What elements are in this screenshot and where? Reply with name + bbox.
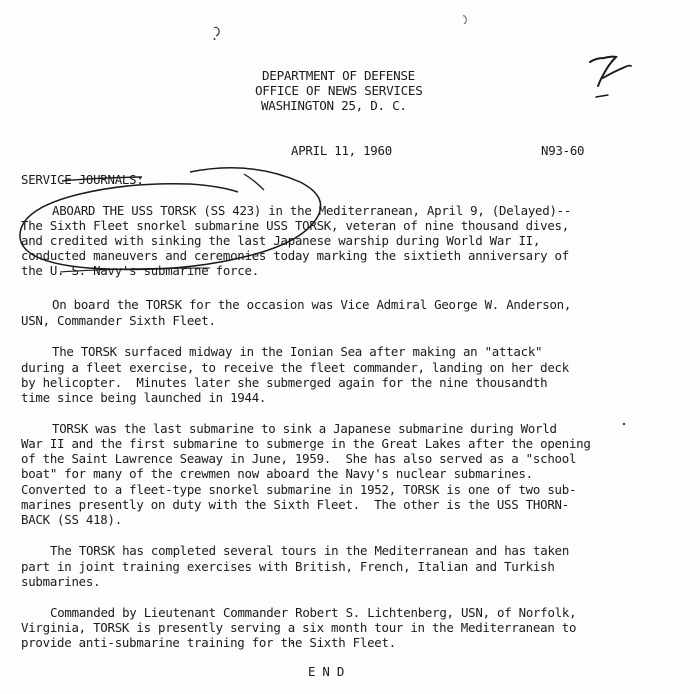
paragraph-1-line-2: The Sixth Fleet snorkel submarine USS TORSK, veteran of nine thousand dives, [21, 218, 569, 233]
release-date: APRIL 11, 1960 [291, 143, 392, 158]
header-department: DEPARTMENT OF DEFENSE [262, 68, 415, 83]
paragraph-6-line-2: Virginia, TORSK is presently serving a six month tour in the Mediterranean to [21, 620, 577, 635]
paragraph-4-line-3: of the Saint Lawrence Seaway in June, 1959. She has also served as a "school [21, 451, 577, 466]
paragraph-2-line-1: On board the TORSK for the occasion was Vice Admiral George W. Anderson, [52, 297, 572, 312]
handwritten-number-seven [590, 57, 631, 97]
distribution-line: SERVICE JOURNALS: [21, 172, 144, 187]
paragraph-4-line-6: marines presently on duty with the Sixth Fleet. The other is the USS THORN- [21, 497, 569, 512]
paragraph-3-line-4: time since being launched in 1944. [21, 390, 267, 405]
header-location: WASHINGTON 25, D. C. [261, 98, 407, 113]
paragraph-4-line-4: boat" for many of the crewmen now aboard the Navy's nuclear submarines. [21, 466, 533, 481]
end-marker: E N D [308, 664, 345, 679]
paragraph-5-line-3: submarines. [21, 574, 101, 589]
paragraph-1-line-1: ABOARD THE USS TORSK (SS 423) in the Mediterranean, April 9, (Delayed)-- [52, 203, 572, 218]
header-office: OFFICE OF NEWS SERVICES [255, 83, 423, 98]
paragraph-4-line-5: Converted to a fleet-type snorkel submarine in 1952, TORSK is one of two sub- [21, 482, 577, 497]
paragraph-4-line-1: TORSK was the last submarine to sink a Japanese submarine during World [52, 421, 557, 436]
paragraph-1-line-4: conducted maneuvers and ceremonies today marking the sixtieth anniversary of [21, 248, 569, 263]
paragraph-1-line-3: and credited with sinking the last Japanese warship during World War II, [21, 233, 541, 248]
paragraph-6-line-3: provide anti-submarine training for the Sixth Fleet. [21, 635, 396, 650]
paragraph-5-line-2: part in joint training exercises with British, French, Italian and Turkish [21, 559, 555, 574]
release-number: N93-60 [541, 143, 585, 158]
paragraph-3-line-1: The TORSK surfaced midway in the Ionian Sea after making an "attack" [52, 344, 543, 359]
paragraph-4-line-2: War II and the first submarine to submerge in the Great Lakes after the opening [21, 436, 591, 451]
paragraph-5-line-1: The TORSK has completed several tours in the Mediterranean and has taken [50, 543, 570, 558]
paragraph-6-line-1: Commanded by Lieutenant Commander Robert S. Lichtenberg, USN, of Norfolk, [50, 605, 577, 620]
paragraph-3-line-3: by helicopter. Minutes later she submerged again for the nine thousandth [21, 375, 548, 390]
paragraph-3-line-2: during a fleet exercise, to receive the fleet commander, landing on her deck [21, 360, 569, 375]
paragraph-2-line-2: USN, Commander Sixth Fleet. [21, 313, 216, 328]
paragraph-4-line-7: BACK (SS 418). [21, 512, 122, 527]
paragraph-1-line-5: the U. S. Navy's submarine force. [21, 263, 259, 278]
